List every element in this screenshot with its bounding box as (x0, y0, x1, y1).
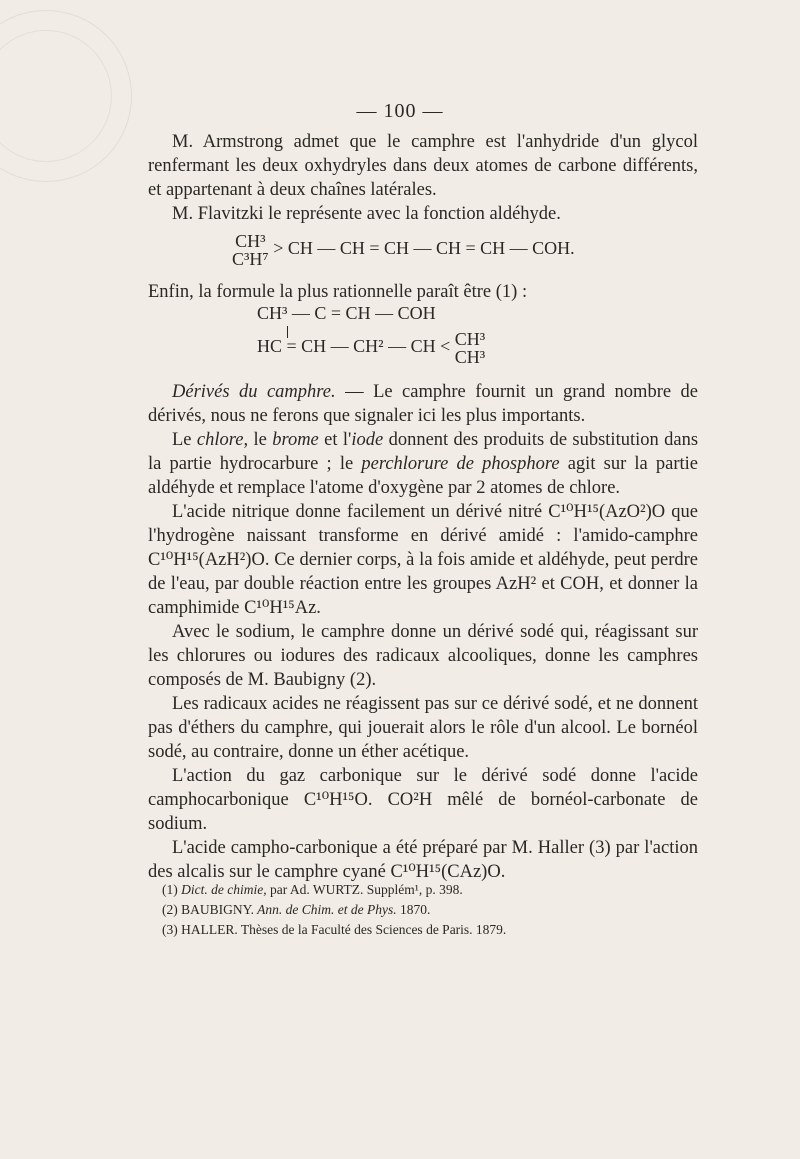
enfin-line (148, 280, 698, 304)
paragraph-enfin: Enfin, la formule la plus rationnelle paraît être (1) : (148, 282, 528, 302)
halogen-iode: iode (351, 430, 384, 450)
footnote-1-num: (1) (162, 882, 178, 897)
halogen-rest2: agit sur la partie aldéhyde et remplace l'atome d'oxygène par 2 atomes de chlore. (148, 454, 698, 498)
body-text (148, 380, 698, 884)
paragraph-flavitzki: M. Flavitzki le représente avec la fonction aldéhyde. (172, 204, 561, 224)
formula2-line2: HC = CH — CH² — CH < (257, 336, 451, 357)
footnote-2-title: Ann. de Chim. et de Phys. (254, 902, 397, 917)
paragraph-haller: L'acide campho-carbonique a été préparé par M. Haller (3) par l'action des alcalis sur le camphre cyané C¹⁰H¹⁵(CAz)O. (148, 838, 698, 882)
paragraph-radicaux: Les radicaux acides ne réagissent pas sur ce dérivé sodé, et ne donnent pas d'éthers du camphre, qui jouerait alors le rôle d'un alcool. Le bornéol sodé, au contraire, donne un éther acétique. (148, 694, 698, 762)
halogen-brome: brome (272, 430, 319, 450)
formula1-frac-top: CH³ (235, 231, 266, 251)
halogen-rest1: donnent des produits de substitution dans la partie hydrocarbure ; le (148, 430, 699, 474)
footnote-1 (162, 880, 702, 900)
paragraph-halogen (148, 428, 698, 500)
formula1-fraction (232, 232, 269, 268)
footnote-3-author: HALLER. (181, 922, 238, 937)
footnote-2-rest: 1870. (396, 902, 431, 917)
formula2-frac-bottom: CH³ (454, 347, 486, 367)
halogen-chlore: chlore (196, 430, 244, 450)
halogen-mid1: , le (243, 430, 273, 450)
formula2-frac-top: CH³ (454, 329, 486, 349)
paragraph-armstrong: M. Armstrong admet que le camphre est l'anhydride d'un glycol renfermant les deux oxhydryles dans deux atomes de carbone différents, et appartenant à deux chaînes latérales. (148, 132, 698, 200)
formula1-frac-bottom: C³H⁷ (232, 249, 269, 269)
footnote-3 (162, 920, 702, 940)
paragraph-carbonique: L'action du gaz carbonique sur le dérivé sodé donne l'acide camphocarbonique C¹⁰H¹⁵O. CO²H mêlé de bornéol-carbonate de sodium. (148, 766, 698, 834)
footnote-2-num: (2) (162, 902, 178, 917)
halogen-le: Le (172, 430, 197, 450)
footnote-1-title: Dict. de chimie, (181, 882, 267, 897)
paragraph-nitrique: L'acide nitrique donne facilement un dérivé nitré C¹⁰H¹⁵(AzO²)O que l'hydrogène naissant transforme en dérivé amidé : l'amido-camphre C¹⁰H¹⁵(AzH²)O. Ce dernier corps, à la fois amide et aldéhyde, peut perdre de l'eau, par double réaction entre les groupes AzH² et COH, et donner la camphimide C¹⁰H¹⁵Az. (148, 502, 698, 618)
derives-rest: — Le camphre fournit un grand nombre de dérivés, nous ne ferons que signaler ici les plus importants. (148, 382, 698, 426)
halogen-perchlorure: perchlorure de phosphore (361, 454, 560, 474)
paragraph-sodium: Avec le sodium, le camphre donne un dérivé sodé qui, réagissant sur les chlorures ou iodures des radicaux alcooliques, donne les camphres composés de M. Baubigny (2). (148, 622, 698, 690)
footnote-2-author: BAUBIGNY. (181, 902, 255, 917)
formula2-line1: CH³ — C = CH — COH (257, 303, 436, 323)
footnote-3-num: (3) (162, 922, 178, 937)
halogen-mid2: et l' (318, 430, 352, 450)
formula1-chain: > CH — CH = CH — CH = CH — COH. (273, 238, 575, 259)
formula2-line2-wrap (257, 330, 485, 366)
formula-flavitzki (232, 232, 575, 268)
page-number: — 100 — (356, 100, 444, 122)
intro-text (148, 130, 698, 226)
footnote-3-rest: Thèses de la Faculté des Sciences de Paris. 1879. (237, 922, 507, 937)
derives-title: Dérivés du camphre. (172, 382, 336, 402)
footnotes (162, 880, 702, 940)
footnote-1-rest: par Ad. WURTZ. Supplém¹, p. 398. (266, 882, 463, 897)
formula2-fraction (455, 330, 485, 366)
footnote-2 (162, 900, 702, 920)
paragraph-derives (148, 380, 698, 428)
